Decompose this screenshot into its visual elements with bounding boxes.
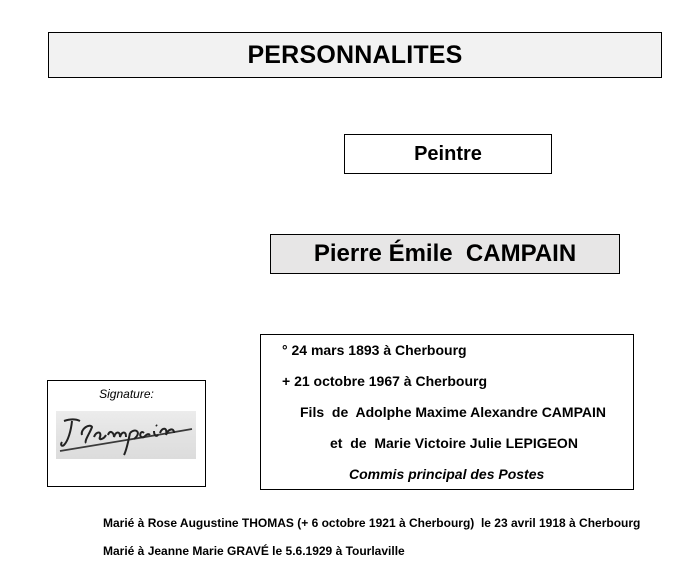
signature-drawing <box>56 411 196 459</box>
biography-box <box>260 334 634 490</box>
mother-line: et de Marie Victoire Julie LEPIGEON <box>330 435 578 451</box>
occupation-line: Commis principal des Postes <box>349 466 545 482</box>
person-name-box <box>270 234 620 274</box>
father-line: Fils de Adolphe Maxime Alexandre CAMPAIN <box>300 404 606 420</box>
birth-line: ° 24 mars 1893 à Cherbourg <box>282 342 467 358</box>
marriage-line-2: Marié à Jeanne Marie GRAVÉ le 5.6.1929 à Tourlaville <box>103 544 405 558</box>
role-box <box>344 134 552 174</box>
page-title-box <box>48 32 662 78</box>
person-name: Pierre Émile CAMPAIN <box>313 240 577 267</box>
page-title: PERSONNALITES <box>247 40 463 69</box>
marriage-line-1: Marié à Rose Augustine THOMAS (+ 6 octobre 1921 à Cherbourg) le 23 avril 1918 à Cherbourg <box>103 516 641 530</box>
signature-label: Signature: <box>99 387 154 401</box>
signature-image <box>56 411 196 459</box>
signature-box <box>47 380 206 487</box>
death-line: + 21 octobre 1967 à Cherbourg <box>282 373 488 389</box>
role-label: Peintre <box>414 142 482 165</box>
